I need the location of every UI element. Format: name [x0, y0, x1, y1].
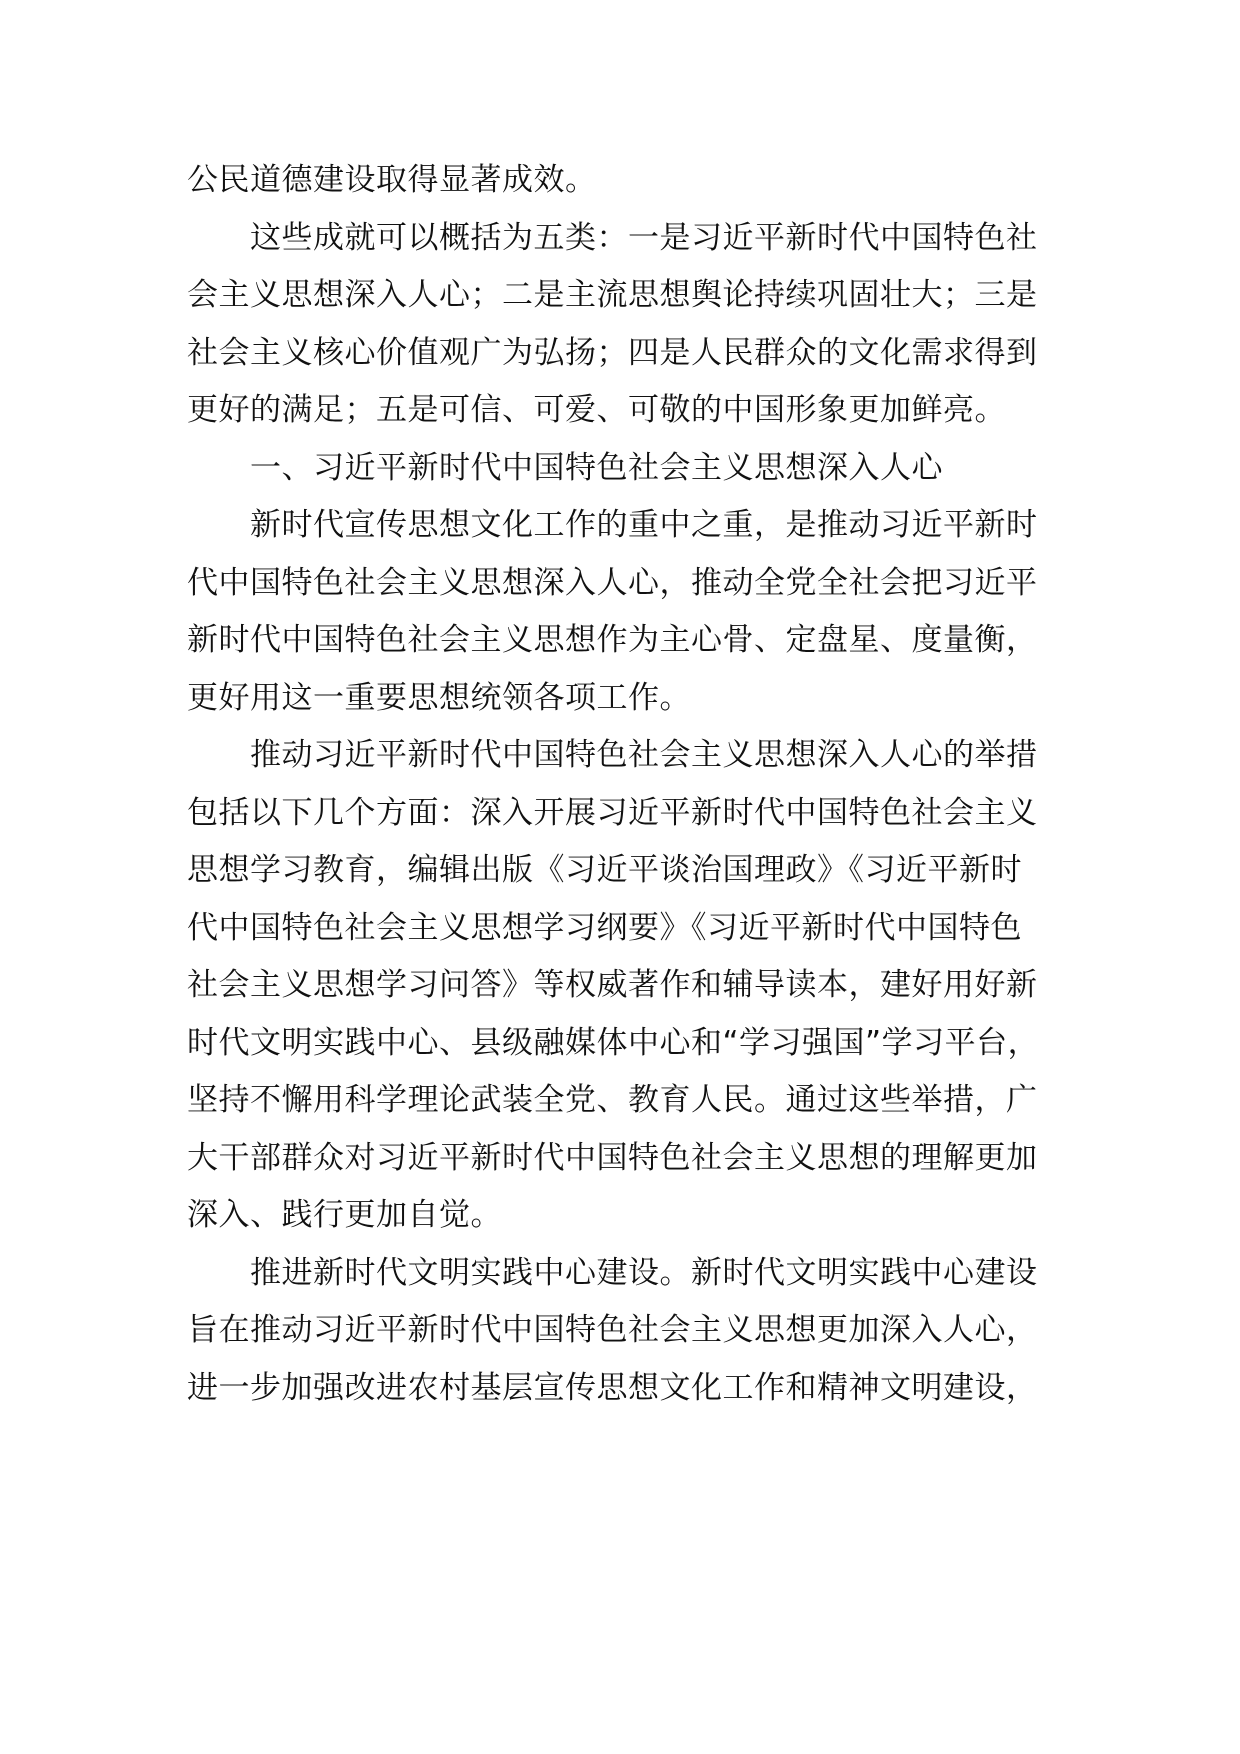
text-line: 公民道德建设取得显著成效。: [187, 162, 597, 198]
text-line: 更好用这一重要思想统领各项工作。: [187, 680, 691, 716]
text-line: 社会主义核心价值观广为弘扬；四是人民群众的文化需求得到: [187, 335, 1038, 371]
text-line: 这些成就可以概括为五类：一是习近平新时代中国特色社: [250, 220, 1038, 256]
text-line: 新时代中国特色社会主义思想作为主心骨、定盘星、度量衡，: [187, 622, 1038, 658]
text-line: 进一步加强改进农村基层宣传思想文化工作和精神文明建设，: [187, 1370, 1038, 1406]
text-line: 推进新时代文明实践中心建设。新时代文明实践中心建设: [250, 1255, 1038, 1291]
text-line: 更好的满足；五是可信、可爱、可敬的中国形象更加鲜亮。: [187, 392, 1006, 428]
text-line: 代中国特色社会主义思想学习纲要》《习近平新时代中国特色: [187, 910, 1022, 946]
text-line: 坚持不懈用科学理论武装全党、教育人民。通过这些举措，广: [187, 1082, 1038, 1118]
text-line: 会主义思想深入人心；二是主流思想舆论持续巩固壮大；三是: [187, 277, 1038, 313]
text-line: 新时代宣传思想文化工作的重中之重，是推动习近平新时: [250, 507, 1038, 543]
text-line: 时代文明实践中心、县级融媒体中心和“学习强国”学习平台，: [187, 1025, 1040, 1061]
text-line: 旨在推动习近平新时代中国特色社会主义思想更加深入人心，: [187, 1312, 1038, 1348]
text-line: 社会主义思想学习问答》等权威著作和辅导读本，建好用好新: [187, 967, 1038, 1003]
text-line: 代中国特色社会主义思想深入人心，推动全党全社会把习近平: [187, 565, 1038, 601]
text-line: 思想学习教育，编辑出版《习近平谈治国理政》《习近平新时: [187, 852, 1022, 888]
text-line: 大干部群众对习近平新时代中国特色社会主义思想的理解更加: [187, 1140, 1038, 1176]
text-line: 包括以下几个方面：深入开展习近平新时代中国特色社会主义: [187, 795, 1038, 831]
section-heading: 一、习近平新时代中国特色社会主义思想深入人心: [250, 450, 943, 486]
text-line: 推动习近平新时代中国特色社会主义思想深入人心的举措: [250, 737, 1038, 773]
text-line: 深入、践行更加自觉。: [187, 1197, 502, 1233]
